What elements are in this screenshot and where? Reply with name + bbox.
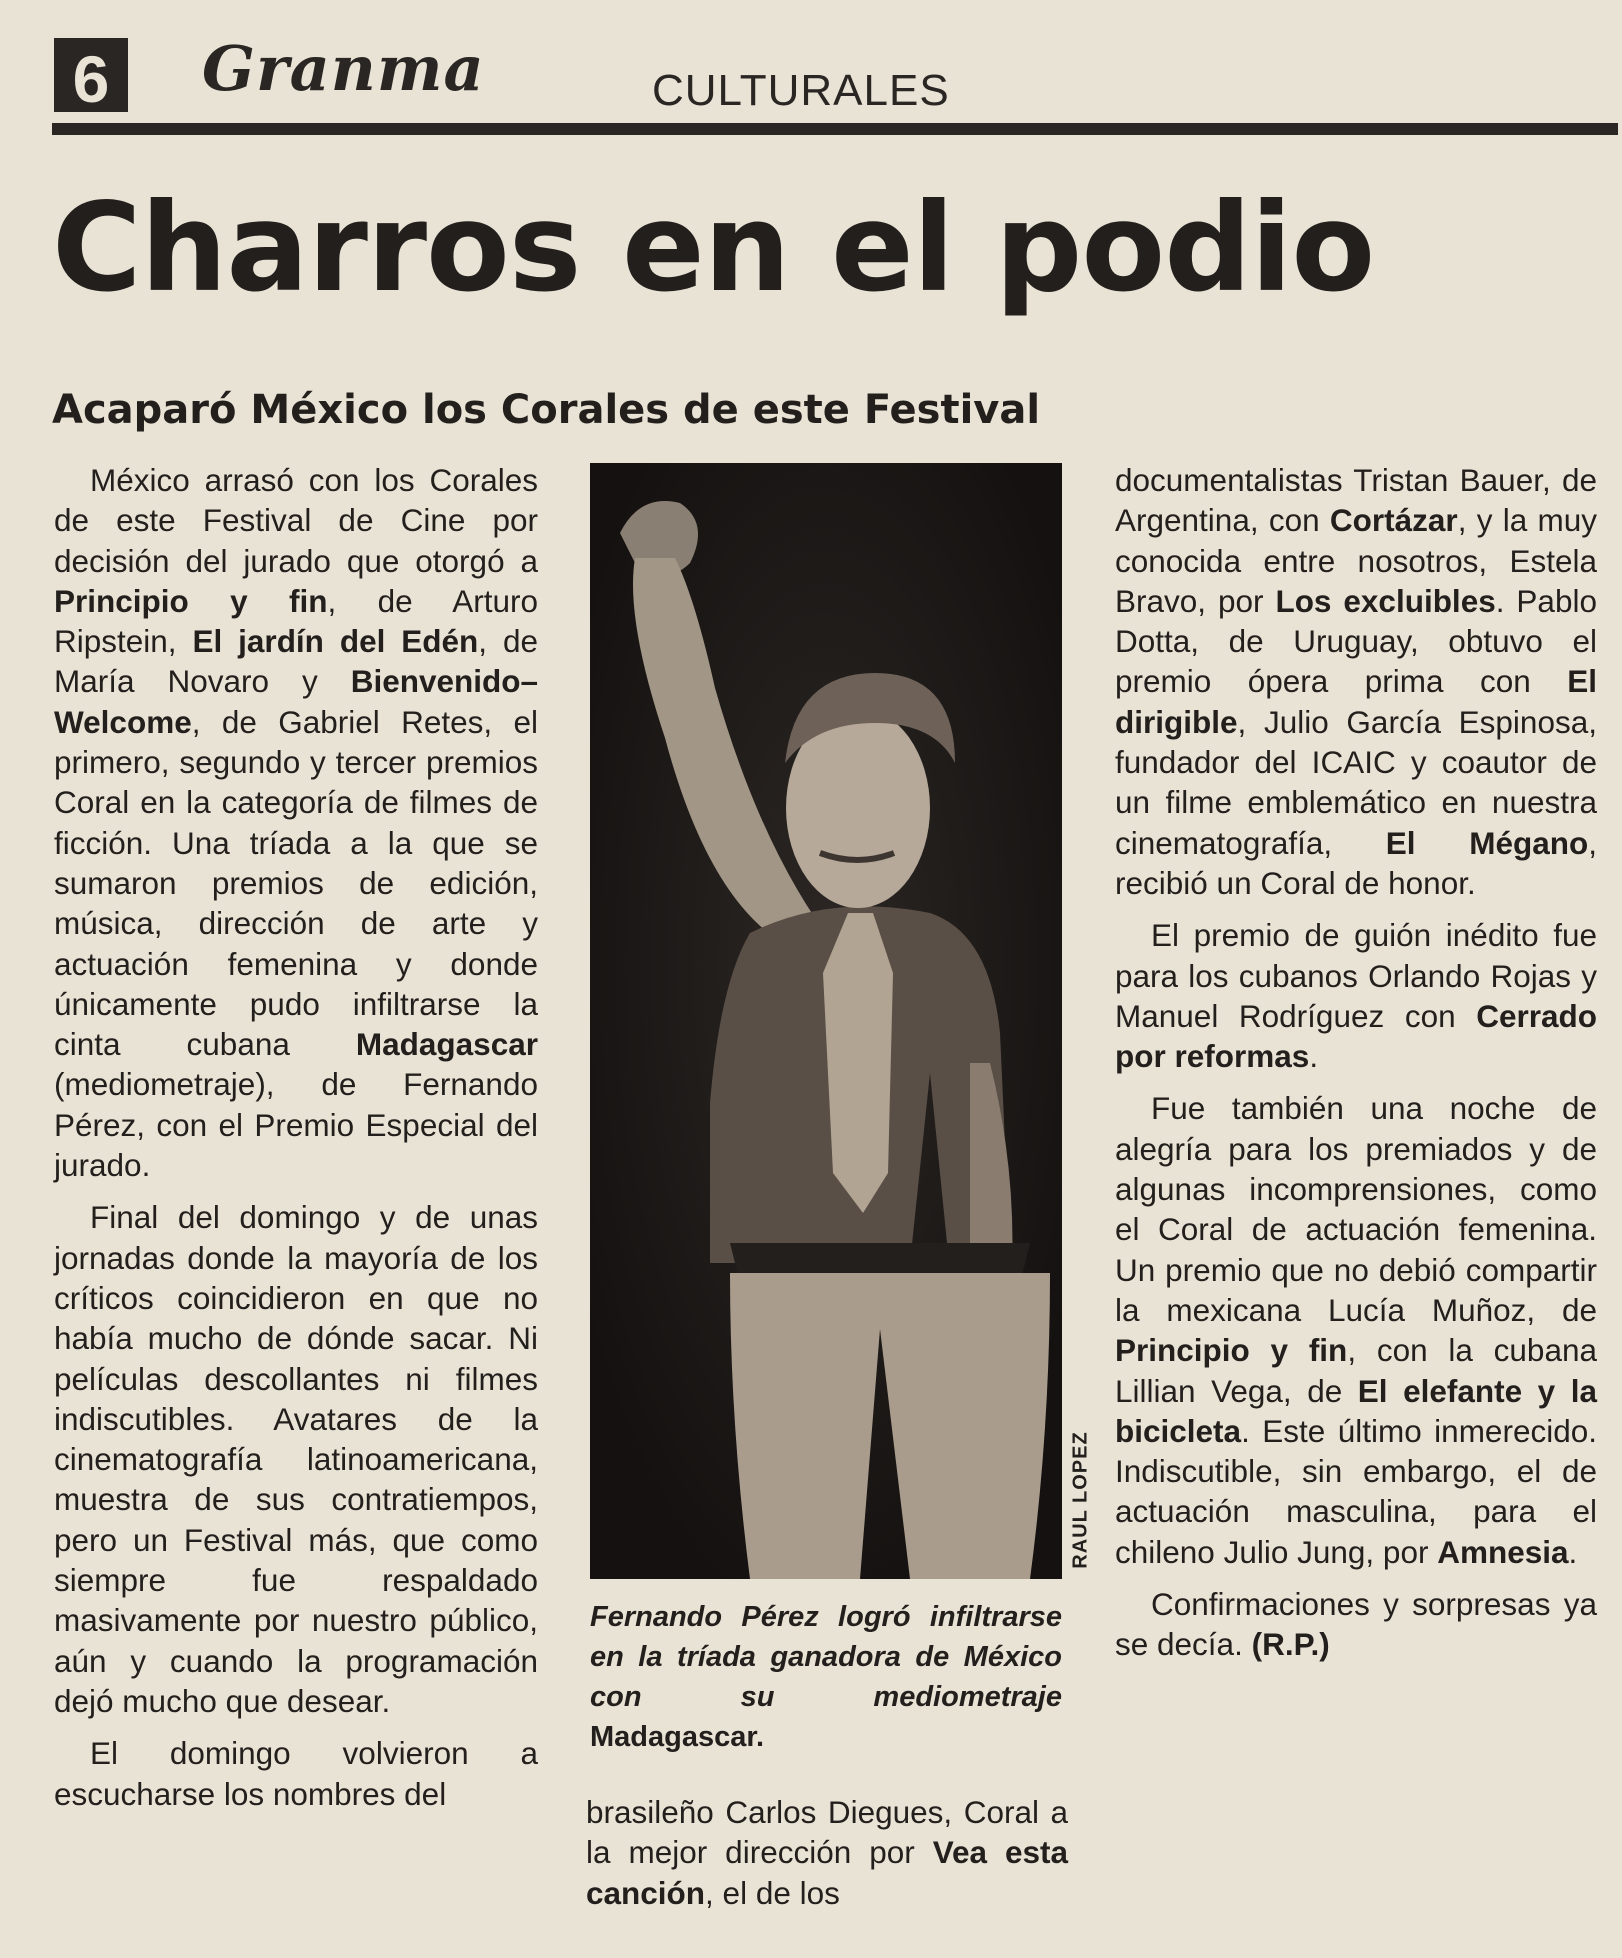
text-run: . — [1568, 1533, 1578, 1570]
film-title: Los excluibles — [1275, 582, 1496, 619]
film-title: (R.P.) — [1251, 1626, 1330, 1663]
text-run: (mediometraje), de Fernando Pérez, con el Premio Especial del jurado. — [54, 1066, 538, 1184]
section-name: CULTURALES — [652, 66, 950, 115]
subheadline: Acaparó México los Corales de este Festival — [52, 387, 1041, 433]
text-run: Confirmaciones y sorpresas ya se decía. — [1115, 1586, 1597, 1663]
text-run: , de Arturo Ripstein, — [54, 582, 538, 660]
film-title: Madagascar — [355, 1026, 538, 1063]
headline: Charros en el podio — [52, 177, 1375, 319]
text-run: México arrasó con los Corales de este Festival de Cine por decisión del jurado que otorgó a — [54, 462, 538, 579]
film-title: El Mégano — [1385, 824, 1589, 861]
text-run: El domingo volvieron a escucharse los nombres del — [54, 1735, 538, 1812]
article-photo — [590, 463, 1062, 1579]
text-run: , el de los — [705, 1874, 840, 1911]
article-paragraph — [54, 460, 538, 1185]
film-title: Bienvenido–Welcome — [54, 663, 538, 740]
page-number: 6 — [54, 38, 128, 112]
text-run: Fue también una noche de alegría para los premiados y de algunas incomprensiones, como el Coral de actuación femenina. Un premio que no debió compartir la mexicana Lucía Muñoz, de — [1115, 1090, 1597, 1328]
film-title: Principio y fin — [54, 582, 328, 619]
photo-caption — [590, 1597, 1062, 1757]
text-run: El premio de guión inédito fue para los cubanos Orlando Rojas y Manuel Rodríguez con — [1115, 917, 1597, 1034]
film-title: El dirigible — [1115, 663, 1597, 740]
article-paragraph — [1115, 1584, 1597, 1665]
column-middle-continuation — [586, 1792, 1068, 1925]
text-run: . — [1309, 1038, 1319, 1075]
film-title: Vea esta canción — [586, 1834, 1068, 1911]
article-paragraph — [1115, 460, 1597, 903]
newspaper-logo: Granma — [202, 32, 485, 105]
text-run: , y la muy conocida entre nosotros, Estela Bravo, por — [1115, 502, 1597, 619]
film-title: Principio y fin — [1115, 1332, 1348, 1369]
caption-text: Fernando Pérez logró infiltrarse en la tríada ganadora de México con su mediometraje — [590, 1601, 1062, 1713]
text-run: Final del domingo y de unas jornadas donde la mayoría de los críticos coincidieron en que no había mucho de dónde sacar. Ni películas descollantes ni filmes indiscutibles. Avatares de la cinematografía latinoamericana, muestra de sus contratiempos, pero un Festival más, que como siempre fue respaldado masivamente por nuestro público, aún y cuando la programación dejó mucho que desear. — [54, 1199, 538, 1719]
column-left — [54, 460, 538, 1826]
photo-credit — [1066, 1425, 1096, 1575]
film-title: Cortázar — [1329, 502, 1458, 539]
text-run: , con la cubana Lillian Vega, de — [1115, 1332, 1598, 1409]
man-waving-photo — [590, 463, 1062, 1579]
film-title: El jardín del Edén — [192, 623, 479, 660]
text-run: , Julio García Espinosa, fundador del ICAIC y coautor de un filme emblemático en nuestra cinematografía, — [1115, 703, 1597, 861]
article-paragraph — [586, 1792, 1068, 1913]
article-paragraph — [1115, 1088, 1597, 1572]
film-title: Cerrado por reformas — [1115, 997, 1597, 1075]
article-paragraph — [1115, 915, 1597, 1076]
text-run: . Pablo Dotta, de Uruguay, obtuvo el premio ópera prima con — [1115, 582, 1597, 700]
article-paragraph — [54, 1197, 538, 1721]
text-run: , de María Novaro y — [54, 623, 539, 700]
text-run: , de Gabriel Retes, el primero, segundo y tercer premios Coral en la categoría de filmes de ficción. Una tríada a la que se sumaron premios de edición, música, dirección de arte y actuación femenina y donde únicamente pudo infiltrarse la cinta cubana — [54, 703, 538, 1063]
article-paragraph — [54, 1733, 538, 1814]
film-title: Amnesia — [1437, 1533, 1569, 1570]
text-run: brasileño Carlos Diegues, Coral a la mejor dirección por — [586, 1794, 1068, 1871]
text-run: documentalistas Tristan Bauer, de Argentina, con — [1115, 462, 1597, 539]
caption-film-title: Madagascar. — [590, 1721, 765, 1753]
masthead — [52, 32, 1618, 116]
text-run: , recibió un Coral de honor. — [1115, 824, 1597, 901]
photo-credit-text: RAUL LOPEZ — [1069, 1431, 1092, 1569]
masthead-rule — [52, 123, 1618, 135]
film-title: El elefante y la bicicleta — [1115, 1372, 1597, 1449]
text-run: . Este último inmerecido. Indiscutible, sin embargo, el de actuación masculina, para el chileno Julio Jung, por — [1115, 1412, 1597, 1570]
column-right — [1115, 460, 1597, 1677]
